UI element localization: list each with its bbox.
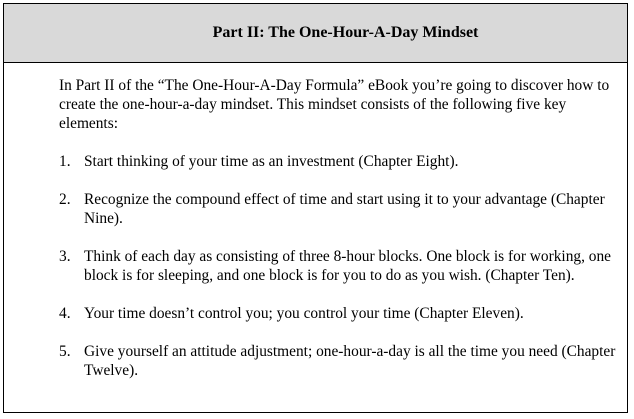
list-item-number: 4. [59,305,71,322]
section-title: Part II: The One-Hour-A-Day Mindset [212,24,479,41]
list-item-number: 5. [59,343,71,360]
list-item [59,304,619,323]
intro-paragraph: In Part II of the “The One-Hour-A-Day Formula” eBook you’re going to discover how to create the one-hour-a-day mindset. This mindset consists of the following five key elements: [59,77,610,132]
list-item-number: 3. [59,248,71,265]
list-item-number: 1. [59,153,71,170]
list-item [59,190,619,228]
key-elements-list [59,152,619,399]
list-item-number: 2. [59,191,71,208]
list-item-text: Your time doesn’t control you; you control your time (Chapter Eleven). [84,305,524,322]
list-item [59,152,619,171]
section-header [4,4,627,63]
list-item-text: Start thinking of your time as an investment (Chapter Eight). [84,153,459,170]
list-item [59,247,619,285]
list-item [59,342,619,380]
list-item-text: Recognize the compound effect of time and start using it to your advantage (Chapter Nine). [84,191,605,227]
list-item-text: Give yourself an attitude adjustment; one-hour-a-day is all the time you need (Chapter Twelve). [84,343,616,379]
list-item-text: Think of each day as consisting of three 8-hour blocks. One block is for working, one block is for sleeping, and one block is for you to do as you wish. (Chapter Ten). [84,248,612,284]
